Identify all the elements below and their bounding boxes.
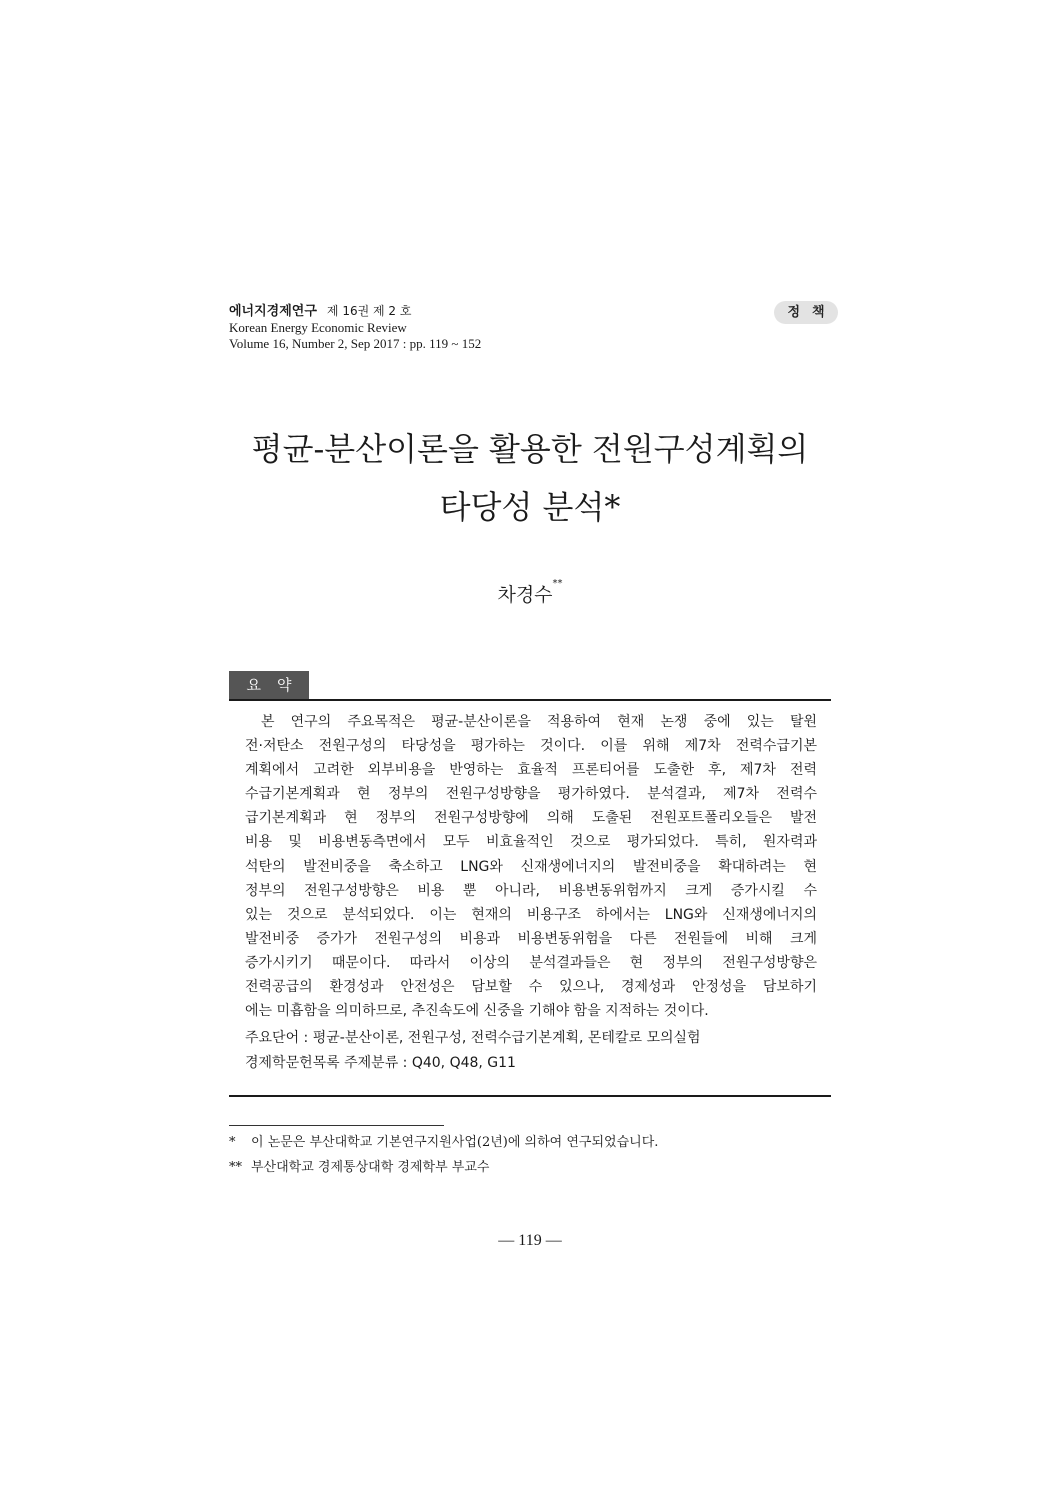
keywords: 주요단어 : 평균-분산이론, 전원구성, 전력수급기본계획, 몬테칼로 모의실험 [245,1030,701,1046]
abstract-line: 정부의 전원구성방향은 비용 뿐 아니라, 비용변동위험까지 크게 증가시킬 수 [245,882,817,899]
footnote-text: 부산대학교 경제통상대학 경제학부 부교수 [251,1160,490,1175]
journal-volume-ko: 제 16권 제 2 호 [326,304,412,318]
footnote [229,1156,489,1175]
journal-name-en: Korean Energy Economic Review [229,320,407,335]
title-line-1: 평균-분산이론을 활용한 전원구성계획의 [251,430,809,468]
abstract-line: 증가시키기 때문이다. 따라서 이상의 분석결과들은 현 정부의 전원구성방향은 [245,954,817,971]
journal-line-ko [229,303,481,320]
abstract-line: 있는 것으로 분석되었다. 이는 현재의 비용구조 하에서는 LNG와 신재생에너지의 [245,906,817,923]
abstract-line: 석탄의 발전비중을 축소하고 LNG와 신재생에너지의 발전비중을 확대하려는 현 [245,858,817,875]
footnote-text: 이 논문은 부산대학교 기본연구지원사업(2년)에 의하여 연구되었습니다. [251,1135,659,1150]
abstract-line: 계획에서 고려한 외부비용을 반영하는 효율적 프론티어를 도출한 후, 제7차 전력 [245,762,817,779]
abstract-heading: 요약 [229,671,309,700]
page-number: — 119 — [498,1232,562,1249]
jel-classification: 경제학문헌목록 주제분류 : Q40, Q48, G11 [245,1055,516,1071]
abstract-line: 전·저탄소 전원구성의 타당성을 평가하는 것이다. 이를 위해 제7차 전력수급기본 [245,738,817,755]
abstract-line: 비용 및 비용변동측면에서 모두 비효율적인 것으로 평가되었다. 특히, 원자력과 [245,834,817,851]
author-name: 차경수 [497,584,553,606]
footnote-rule [229,1125,444,1126]
footnote [229,1131,658,1150]
abstract-line: 급기본계획과 현 정부의 전원구성방향에 의해 도출된 전원포트폴리오들은 발전 [245,810,817,827]
abstract-bottom-rule [229,1095,831,1097]
footnote-mark: ** [229,1160,242,1175]
abstract-top-rule [229,699,831,701]
footnote-mark: * [229,1135,236,1150]
abstract-line: 수급기본계획과 현 정부의 전원구성방향을 평가하였다. 분석결과, 제7차 전력수 [245,786,817,803]
abstract-body [245,710,817,1023]
journal-name-ko: 에너지경제연구 [229,304,317,319]
author-footnote-mark: ** [552,578,563,589]
author [0,580,1060,607]
journal-header [229,303,481,352]
title-line-2: 타당성 분석* [439,488,621,526]
abstract-line: 본 연구의 주요목적은 평균-분산이론을 적용하여 현재 논쟁 중에 있는 탈원 [261,714,817,730]
abstract-line: 발전비중 증가가 전원구성의 비용과 비용변동위험을 다른 전원들에 비해 크게 [245,930,817,947]
category-badge: 정책 [774,301,838,324]
journal-citation-en: Volume 16, Number 2, Sep 2017 : pp. 119 ~ 152 [229,336,482,351]
abstract-line: 에는 미흡함을 의미하므로, 추진속도에 신중을 기해야 함을 지적하는 것이다. [245,1003,709,1020]
paper-title [0,420,1060,536]
abstract-line: 전력공급의 환경성과 안전성은 담보할 수 있으나, 경제성과 안정성을 담보하기 [245,979,817,996]
